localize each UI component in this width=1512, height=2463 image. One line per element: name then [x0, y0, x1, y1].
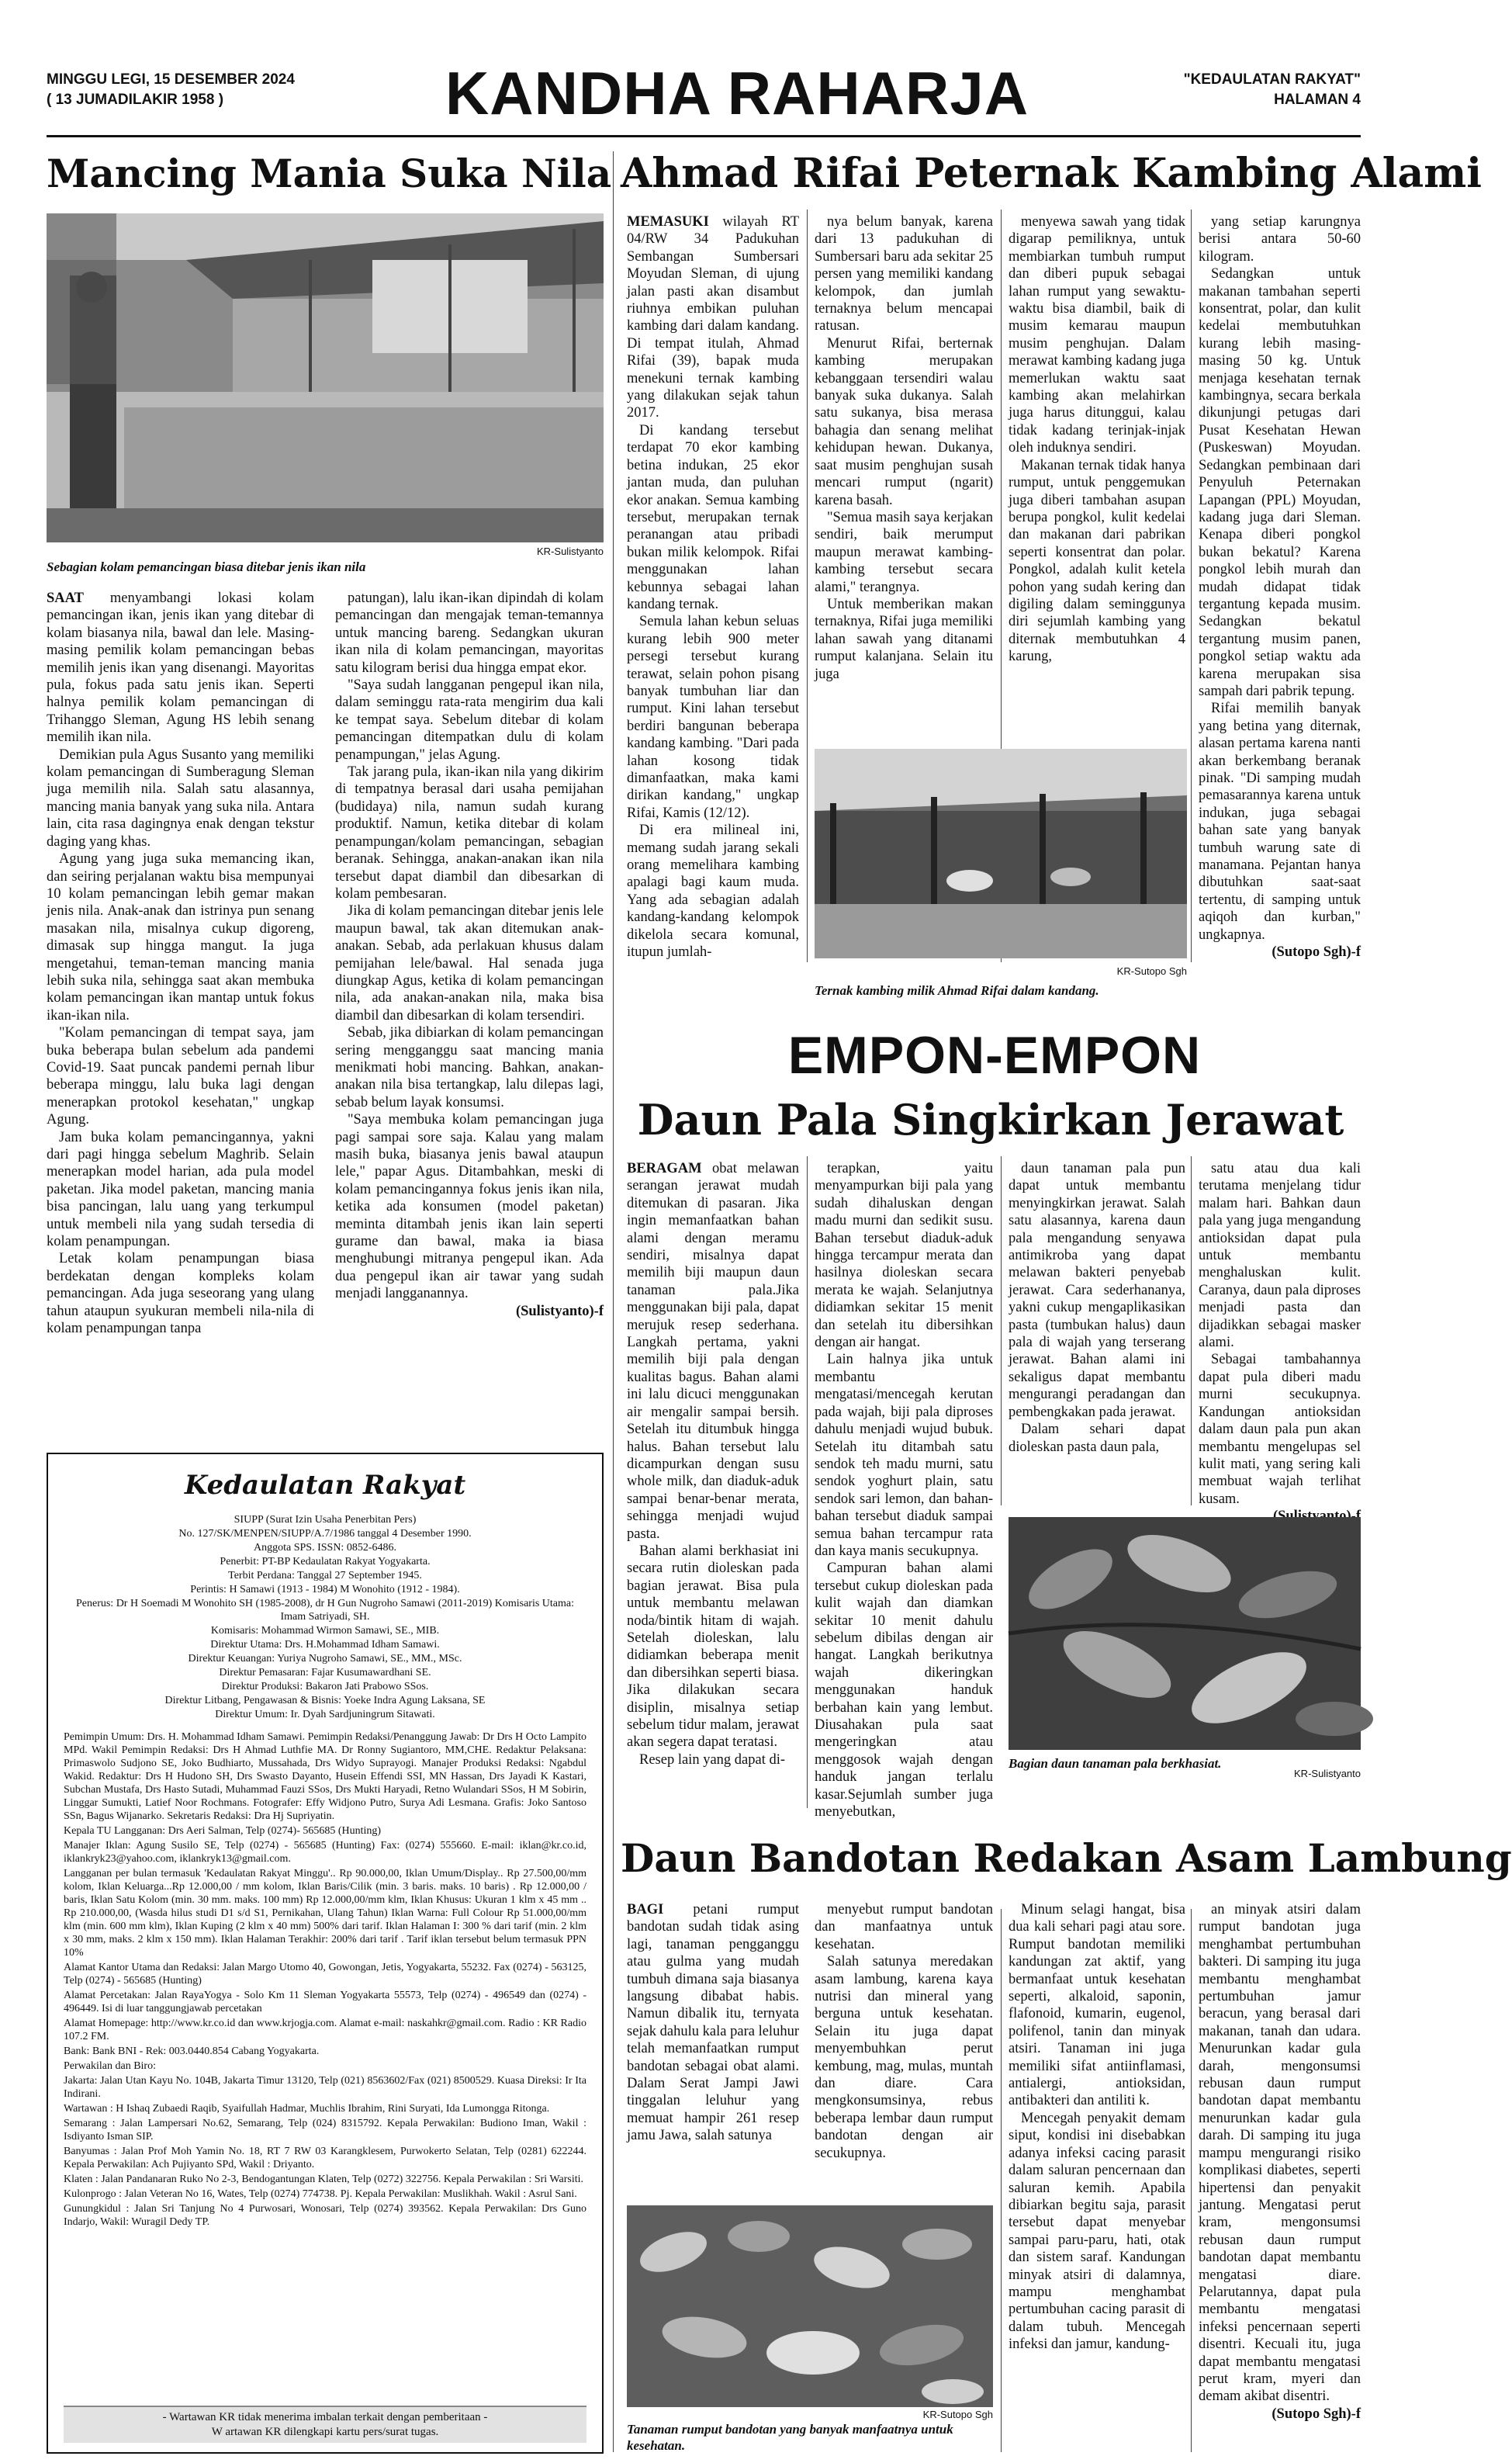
article-paragraph: [335, 1024, 604, 1111]
paragraph-text: daun tanaman pala pun dapat untuk membantu menyingkirkan jerawat. Salah satu alasannya, karena daun pala mengandung senyawa antimikroba yang dapat melawan bakteri penyebab jerawat. Cara sederhananya, yakni cukup mengaplikasikan pasta (tumbukan halus) daun pala di wajah yang terserang jerawat. Bahan alami ini sekaligus dapat membantu mengurangi peradangan dan pembengkakan pada jerawat.: [1009, 1161, 1185, 1420]
colophon-paragraph: Alamat Kantor Utama dan Redaksi: Jalan Margo Utomo 40, Gowongan, Jetis, Yogyakarta, 55232. Fax (0274) - 563125, Telp (0274) - 565685 (Hunting): [64, 1962, 586, 1987]
article-column: [335, 590, 604, 1320]
article-paragraph: [47, 1129, 314, 1251]
article-column: [47, 590, 314, 1337]
colophon-paragraph: Kulonprogo : Jalan Veteran No 16, Wates, Telp (0274) 774738. Pj. Kepala Perwakilan: Muslikhah. Wakil : Asrul Sani.: [64, 2188, 577, 2200]
column-divider: [1191, 1909, 1192, 2452]
paragraph-text: satu atau dua kali terutama menjelang tidur malam hari. Bahkan daun pala yang juga mengandung antioksidan dapat pula untuk membantu menghaluskan kulit. Caranya, daun pala diproses menjadi pasta dan dijadikkan sebagai masker alami.: [1199, 1161, 1361, 1351]
colophon-line: Terbit Perdana: Tanggal 27 September 1945.: [228, 1570, 422, 1581]
colophon-paragraph: Banyumas : Jalan Prof Moh Yamin No. 18, RT 7 RW 03 Karangklesem, Purwokerto Selatan, Telp (0281) 622244. Kepala Perwakilan: Ach Pujiyanto SPd, Wakil : Driyanto.: [64, 2146, 586, 2170]
article-column: [1009, 1901, 1185, 2354]
article-paragraph: [1009, 457, 1185, 666]
article-paragraph: [815, 335, 993, 509]
photo-caption: Sebagian kolam pemancingan biasa ditebar jenis ikan nila: [47, 559, 366, 574]
article-paragraph: [627, 613, 799, 822]
article-column: [627, 1901, 799, 2145]
column-divider: [1001, 1909, 1002, 2452]
paragraph-text: Makanan ternak tidak hanya rumput, untuk penggemukan juga diberi tambahan asupan berupa pongkol, kulit kedelai dan makanan dari pabrikan seperti konsentrat dan polar. Pongkol, adalah kulit ketela pohon yang sudah kering dan digiling dalam seminggunya diri sejumlah kambing yang diternak membutuhkan 4 karung,: [1009, 457, 1185, 665]
article-paragraph: [335, 902, 604, 1024]
paragraph-text: Tak jarang pula, ikan-ikan nila yang dikirim di tempatnya berasal dari usaha pemijahan (budidaya) nila, namun sudah kurang produktif. Namun, ketika ditebar di kolam penampungan/kolam pemancingan, sebagian beranak. Sehingga, anakan-anakan ikan nila tersebut dapat diambil dan dibesarkan di kolam pembesaran.: [335, 764, 604, 902]
paragraph-text: Campuran bahan alami tersebut cukup dioleskan pada kulit wajah dan diamkan sekitar 10 menit dahulu sebelum dibilas dengan air hangat. Langkah berikutnya wajah dikeringkan menggunakan handuk berbahan kain yang lembut. Diusahakan pula saat mengeringkan atau menggosok wajah dengan handuk jangan terlalu kasar.Sejumlah sumber juga menyebutkan,: [815, 1561, 993, 1820]
article-paragraph: [815, 596, 993, 683]
article-paragraph: [1199, 1901, 1361, 2406]
paragraph-text: Salah satunya meredakan asam lambung, karena kaya nutrisi dan mineral yang berguna untuk kesehatan. Selain itu juga dapat menyembuhkan perut kembung, mag, mulas, muntah dan diare. Cara mengkonsumsinya, rebus beberapa lembar daun rumput bandotan dengan air secukupnya.: [815, 1954, 993, 2161]
masthead-hijri-date: ( 13 JUMADILAKIR 1958 ): [47, 92, 224, 108]
article-paragraph: [815, 1953, 993, 2162]
article-column: [1199, 213, 1361, 961]
masthead: [47, 54, 1361, 140]
paragraph-text: "Kolam pemancingan di tempat saya, jam buka beberapa bulan sebelum ada pandemi Covid-19. Saat puncak pandemi pernah libur beberapa minggu, lalu buka lagi dengan menerapkan protokol kesehatan," ungkap Agung.: [47, 1025, 314, 1128]
colophon-line: Penerus: Dr H Soemadi M Wonohito SH (1985-2008), dr H Gun Nugroho Samawi (2011-2019) Komisaris Utama: Imam Satriyadi, SH.: [75, 1598, 575, 1623]
lead-word: MEMASUKI: [627, 214, 709, 230]
colophon-line: Anggota SPS. ISSN: 0852-6486.: [254, 1542, 396, 1554]
masthead-date-block: [47, 70, 295, 110]
paragraph-text: an minyak atsiri dalam rumput bandotan juga menghambat pertumbuhan bakteri. Di samping itu juga membantu menghambat pertumbuhan jamur beracun, yang berasal dari makanan, tanah dan udara. Menurunkan kadar gula darah, mengonsumsi rebusan daun rumput bandotan dapat membantu menurunkan kadar gula darah. Di samping itu juga mampu mengurangi risiko komplikasi diabetes, seperti hipertensi dan penyakit jantung. Mengatasi perut kram, mengonsumsi rebusan daun rumput bandotan dapat membantu mengatasi diare. Pelarutannya, dapat pula membantu mengatasi infeksi pencernaan seperti disentri. Kecuali itu, juga dapat membantu mengatasi perut kram, myeri dan demam akibat disentri.: [1199, 1902, 1361, 2405]
colophon-publisher-info: [64, 1513, 586, 1721]
paragraph-text: Menurut Rifai, berternak kambing merupakan kebanggaan tersendiri walau banyak suka dukanya. Salah satu sukanya, bisa merasa bahagia dan senang melihat kehidupan hewan. Dukanya, saat musim penghujan susah mencari rumput (ngarit) karena basah.: [815, 335, 993, 508]
photo-bandotan-plant: [627, 2205, 993, 2407]
paragraph-text: Sebagai tambahannya dapat pula diberi madu murni secukupnya. Kandungan antioksidan dalam daun pala pun akan membantu mengelupas sel kulit mati, yang sering kali membuat wajah terlihat kusam.: [1199, 1352, 1361, 1507]
paragraph-text: Rifai memilih banyak yang betina yang diternak, alasan pertama karena nanti akan berkembang beranak pinak. "Di samping mudah pemasarannya karena untuk indukan, juga sebagai bahan sate yang banyak tumbuh warung sate di manamana. Pejantan hanya dibutuhkan saat-saat tertentu, di samping untuk aqiqoh dan kurban," ungkapnya.: [1199, 701, 1361, 943]
colophon-line: Direktur Produksi: Bakaron Jati Prabowo SSos.: [221, 1681, 429, 1692]
article-paragraph: [1199, 213, 1361, 265]
paragraph-text: wilayah RT 04/RW 34 Padukuhan Sembangan Sumbersari Moyudan Sleman, di ujung jalan pasti akan disambut riuhnya embikan puluhan kambing dari dalam kandang. Di tempat itulah, Ahmad Rifai (39), bapak muda menekuni ternak kambing yang dilakukan sejak tahun 2017.: [627, 214, 799, 421]
masthead-date: MINGGU LEGI, 15 DESEMBER 2024: [47, 71, 295, 88]
article-paragraph: [815, 1560, 993, 1820]
newspaper-title: KANDHA RAHARJA: [445, 59, 1029, 127]
colophon-paragraph: Alamat Percetakan: Jalan RayaYogya - Solo Km 11 Sleman Yogyakarta 55573, Telp (0274) - 496549 dan (0274) - 496449. Isi di luar tanggungjawab percetakan: [64, 1990, 586, 2014]
article-paragraph: [627, 1160, 799, 1543]
article-paragraph: [1009, 1421, 1185, 1456]
photo-caption: Tanaman rumput bandotan yang banyak manfaatnya untuk kesehatan.: [627, 2422, 953, 2453]
paragraph-text: Sedangkan untuk makanan tambahan seperti konsentrat, polar, dan kulit kedelai membutuhkan kurang lebih masing-masing 50 kg. Untuk menjaga kesehatan ternak kambingnya, secara berkala dikunjungi petugas dari Pusat Kesehatan Hewan (Puskeswan) Moyudan. Sedangkan pembinaan dari Penyuluh Peternakan Lapangan (PPL) Moyudan, kadang juga dari Sleman. Kenapa diberi pongkol bukan bekatul? Karena pongkol lebih murah dan mudah didapat tidak tergantung kepada musim. Sedangkan bekatul tergantung musim panen, pongkol setiap waktu ada karena merupakan sisa sampah dari pabrik tepung.: [1199, 266, 1361, 699]
author-signoff: (Sutopo Sgh)-f: [1272, 944, 1361, 961]
headline-bandotan: Daun Bandotan Redakan Asam Lambung: [621, 1835, 1512, 1881]
paragraph-text: Bahan alami berkhasiat ini secara rutin dioleskan pada bagian jerawat. Bisa pula untuk membantu melawan noda/bintik hitam di wajah. Setelah dioleskan, lalu didiamkan beberapa menit dan dibersihkan seperti biasa. Jika dilakukan secara disiplin, misalnya setiap sebelum tidur malam, jerawat akan segera dapat teratasi.: [627, 1543, 799, 1751]
column-divider: [613, 1055, 614, 2452]
paragraph-text: petani rumput bandotan sudah tidak asing lagi, tanaman pengganggu atau gulma yang mudah tumbuh dimana saja biasanya langsung dibabat habis. Namun dibalik itu, ternyata sejak dahulu kala para leluhur telah memanfaatkan rumput bandotan sebagai obat alami. Dalam Serat Jampi Jawi tinggalan leluhur yang memuat hampir 261 resep jamu Jawa, salah satunya: [627, 1902, 799, 2144]
colophon-line: Direktur Utama: Drs. H.Mohammad Idham Samawi.: [210, 1639, 440, 1651]
article-paragraph: [47, 1024, 314, 1128]
paragraph-text: Untuk memberikan makan ternaknya, Rifai juga memiliki lahan sawah yang ditanami rumput kalanjana. Selain itu juga: [815, 596, 993, 682]
colophon-paragraph: Kepala TU Langganan: Drs Aeri Salman, Telp (0274)- 565685 (Hunting): [64, 1825, 382, 1837]
article-paragraph: [335, 1111, 604, 1302]
paragraph-text: Demikian pula Agus Susanto yang memiliki kolam pemancingan di Sumberagung Sleman juga memilih nila. Salah satu alasannya, mancing mania banyak yang suka nila. Antara lain, cita rasa dagingnya enak dengan tekstur daging yang khas.: [47, 747, 314, 850]
nutmeg-leaves-image: [1009, 1517, 1361, 1750]
article-paragraph: [627, 1901, 799, 2145]
colophon-box: [47, 1453, 604, 2454]
article-paragraph: [627, 1543, 799, 1751]
column-divider: [1191, 1156, 1192, 1505]
colophon-line: Direktur Umum: Ir. Dyah Sardjuningrum Sitawati.: [215, 1709, 435, 1720]
colophon-paragraph: Semarang : Jalan Lampersari No.62, Semarang, Telp (024) 8315792. Kepala Perwakilan: Budiono Iman, Wakil : Isdiyanto Isman SIP.: [64, 2118, 586, 2143]
column-divider: [807, 210, 808, 962]
colophon-paragraph: Klaten : Jalan Pandanaran Ruko No 2-3, Bendogantungan Klaten, Telp (0272) 322756. Kepala Perwakilan : Sri Warsiti.: [64, 2174, 584, 2185]
paragraph-text: terapkan, yaitu menyampurkan biji pala yang sudah dihaluskan dengan madu murni dan sedikit susu. Bahan tersebut diaduk-aduk hingga tercampur merata dan hasilnya dioleskan secara merata ke wajah. Selanjutnya didiamkan sekitar 15 menit dan setelah itu dibersihkan dengan air hangat.: [815, 1161, 993, 1351]
photo-fishing-pond: [47, 213, 604, 542]
paragraph-text: Minum selagi hangat, bisa dua kali sehari pagi atau sore. Rumput bandotan memiliki kandungan zat aktif, yang bermanfaat untuk kesehatan seperti, alkaloid, saponin, flafonoid, kumarin, eugenol, polifenol, tanin dan minyak atsiri. Tanaman ini juga memiliki sifat antiinflamasi, antialergi, antioksidan, antibakteri dan antiliti k.: [1009, 1902, 1185, 2109]
colophon-line: SIUPP (Surat Izin Usaha Penerbitan Pers): [234, 1514, 417, 1526]
article-paragraph: [627, 422, 799, 613]
article-paragraph: [335, 590, 604, 677]
paragraph-text: Mencegah penyakit demam siput, kondisi ini disebabkan adanya infeksi cacing parasit dalam saluran pencernaan dan saluran kemih. Apabila dibiarkan begitu saja, parasit tersebut dapat menyebar sampai paru-paru, hati, otak dan sistem saraf. Kandungan minyak atsiri di dalamnya, mampu menghambat pertumbuhan cacing parasit di dalam tubuh. Mencegah infeksi dan jamur, kandung-: [1009, 2110, 1185, 2353]
paragraph-text: menyebut rumput bandotan dan manfaatnya untuk kesehatan.: [815, 1902, 993, 1952]
colophon-staff-info: [64, 1730, 586, 2229]
lead-word: SAAT: [47, 591, 84, 606]
column-divider: [807, 1156, 808, 1808]
headline-pala: Daun Pala Singkirkan Jerawat: [637, 1095, 1344, 1145]
photo-caption: Bagian daun tanaman pala berkhasiat.: [1009, 1756, 1222, 1771]
author-signoff: (Sutopo Sgh)-f: [1272, 2406, 1361, 2422]
article-paragraph: [1009, 2110, 1185, 2354]
photo-credit: KR-Sulistyanto: [537, 546, 604, 557]
colophon-line: Direktur Litbang, Pengawasan & Bisnis: Yoeke Indra Agung Laksana, SE: [164, 1695, 486, 1706]
colophon-footer: - Wartawan KR tidak menerima imbalan terkait dengan pemberitaan - W artawan KR dilengkapi kartu pers/surat tugas.: [64, 2406, 586, 2443]
colophon-paragraph: Jakarta: Jalan Utan Kayu No. 104B, Jakarta Timur 13120, Telp (021) 8563602/Fax (021) 8500529. Kuasa Direksi: Ir Ita Indirani.: [64, 2075, 586, 2100]
photo-credit: KR-Sutopo Sgh: [1116, 965, 1187, 977]
paragraph-text: Jam buka kolam pemancingannya, yakni dari pagi hingga sebelum Maghrib. Selain menerapkan model harian, ada pula model paketan. Jika model paketan, mancing mania bisa pancingan, lalu uang yang terkumpul untuk membeli nila yang sudah tersedia di kolam penampungan.: [47, 1129, 314, 1250]
paragraph-text: yang setiap karungnya berisi antara 50-60 kilogram.: [1199, 214, 1361, 265]
article-paragraph: [1009, 1901, 1185, 2110]
paragraph-text: nya belum banyak, karena dari 13 padukuhan di Sumbersari baru ada sekitar 25 persen yang memiliki kandang kelompok, dan jumlah ternaknya belum mencapai ratusan.: [815, 214, 993, 334]
masthead-rule: [47, 135, 1361, 137]
section-kicker: [628, 1024, 1361, 1086]
photo-caption: Ternak kambing milik Ahmad Rifai dalam kandang.: [815, 983, 1099, 998]
lead-word: BAGI: [627, 1902, 664, 1917]
photo-credit: KR-Sutopo Sgh: [922, 2409, 993, 2420]
article-paragraph: [627, 1751, 799, 1768]
article-paragraph: [627, 213, 799, 422]
paragraph-text: "Saya sudah langganan pengepul ikan nila, dalam seminggu rata-rata mengirim dua kali ke tempat saya. Sebelum ditebar di kolam pemancingan ditempatkan dulu di kolam penampungan," jelas Agung.: [335, 677, 604, 763]
article-paragraph: [335, 764, 604, 902]
article-column: [1199, 1160, 1361, 1526]
paragraph-text: Letak kolam penampungan biasa berdekatan dengan kompleks kolam pemancingan. Ada juga seseorang yang ulang tahun ataupun syukuran membeli nila-nila di kolam penampungan tanpa: [47, 1251, 314, 1337]
colophon-paragraph: Pemimpin Umum: Drs. H. Mohammad Idham Samawi. Pemimpin Redaksi/Penanggung Jawab: Dr Drs H Octo Lampito MPd. Wakil Pemimpin Redaksi: Drs H Ahmad Luthfie MA. Dr Ronny Sugiantoro, MM,CHE. Redaktur Pelaksana: Primaswolo Sudjono SE, Joko Budhiarto, Mussahada, Drs Widyo Suprayogi. Manajer Produksi Redaksi: Ngabdul Wakid. Redaktur: Drs H Hudono SH, Drs Swasto Dayanto, Husein Effendi SSI, MN Hassan, Drs Jayadi K Kastari, Subchan Mustafa, Drs Hasto Sutadi, Muhammad Fauzi SSos, Drs Mukti Haryadi, Retno Wulandari SSos, H M Sobirin, Linggar Sumukti, Latief Noor Rochmans. Fotografer: Effy Widjono Putro, Surya Adi Lesmana. Grafis: Joko Santoso SSn, Bagus Wijanarko. Sekretaris Redaksi: Dra Hj Supriyatin.: [64, 1731, 586, 1822]
paragraph-text: Dalam sehari dapat dioleskan pasta daun pala,: [1009, 1422, 1185, 1455]
article-paragraph: [335, 677, 604, 764]
paragraph-text: menyambangi lokasi kolam pemancingan ikan, jenis ikan yang ditebar di kolam biasanya nila, bawal dan lele. Masing-masing pemilik kolam pemancingan bebas memilih jenis ikan yang disenangi. Mayoritas pula, fokus pada satu jenis ikan. Seperti halnya pemilik kolam pemancingan di Trihanggo Sleman, Agung HS lebih senang memilih ikan nila.: [47, 591, 314, 746]
masthead-right-block: [1184, 70, 1361, 110]
article-paragraph: [47, 1250, 314, 1337]
article-paragraph: [815, 1351, 993, 1560]
paragraph-text: "Semua masih saya kerjakan sendiri, baik merumput maupun merawat kambing-kambing tersebut secara alami," terangnya.: [815, 509, 993, 595]
paragraph-text: obat melawan serangan jerawat mudah ditemukan di pasaran. Jika ingin memanfaatkan bahan alami dengan meramu sendiri, misalnya dapat memilih biji maupun daun tanaman pala.Jika menggunakan biji pala, dapat merujuk resep sederhana. Langkah pertama, yakni memilih biji pala dengan kualitas bagus. Bahan alami ini lalu dicuci menggunakan air mengalir sampai bersih. Setelah itu ditumbuk hingga halus. Bahan tersebut lalu dicampurkan dengan susu whole milk, dan diaduk-aduk sampai benar-benar merata, sehingga menjadi wujud pasta.: [627, 1161, 799, 1542]
article-column: [627, 213, 799, 961]
article-column: [815, 213, 993, 683]
colophon-line: Direktur Keuangan: Yuriya Nugroho Samawi, SE., MM., MSc.: [188, 1653, 462, 1665]
article-paragraph: [47, 747, 314, 850]
paragraph-text: patungan), lalu ikan-ikan dipindah di kolam pemancingan dan mengajak teman-temannya untuk mancing bareng. Sedangkan ukuran ikan nila di kolam pemancingan, mayoritas satu kilogram berisi dua hingga empat ekor.: [335, 591, 604, 676]
author-signoff: (Sulistyanto)-f: [515, 1303, 604, 1319]
article-paragraph: [815, 509, 993, 596]
article-column: [815, 1160, 993, 1820]
colophon-line: No. 127/SK/MENPEN/SIUPP/A.7/1986 tanggal 4 Desember 1990.: [178, 1528, 472, 1540]
headline-nila: Mancing Mania Suka Nila: [47, 151, 612, 196]
colophon-paragraph: Alamat Homepage: http://www.kr.co.id dan www.krjogja.com. Alamat e-mail: naskahkr@gmail.com. Radio : KR Radio 107.2 FM.: [64, 2018, 586, 2042]
article-column: [1009, 213, 1185, 666]
colophon-line: Perintis: H Samawi (1913 - 1984) M Wonohito (1912 - 1984).: [190, 1584, 460, 1595]
paragraph-text: Resep lain yang dapat di-: [639, 1751, 786, 1768]
article-paragraph: [1199, 1160, 1361, 1351]
article-paragraph: [1199, 265, 1361, 700]
article-paragraph: [627, 822, 799, 961]
article-paragraph: [1009, 213, 1185, 457]
article-paragraph: [1199, 1351, 1361, 1508]
article-paragraph: [815, 1901, 993, 1953]
article-column: [627, 1160, 799, 1768]
colophon-line: Komisaris: Mohammad Wirmon Samawi, SE., MIB.: [210, 1625, 440, 1637]
paragraph-text: "Saya membuka kolam pemancingan juga pagi sampai sore saja. Kalau yang malam masih buka, biasanya jenis bawal ataupun lele," papar Agus. Ditambahkan, meski di kolam pemancingannya fokus jenis ikan nila, ketika ada konsumen (model paketan) meminta ditambah jenis ikan lain seperti gurame dan bawal, maka ia biasa menghubungi mitranya pengepul ikan. Ada dua pengepul ikan air tawar yang sudah menjadi langganannya.: [335, 1112, 604, 1302]
bandotan-plant-image: [627, 2205, 993, 2407]
article-paragraph: [47, 590, 314, 747]
photo-nutmeg-leaves: [1009, 1517, 1361, 1750]
photo-credit: KR-Sulistyanto: [1294, 1768, 1361, 1779]
colophon-paragraph: Perwakilan dan Biro:: [64, 2060, 156, 2072]
column-divider: [1191, 210, 1192, 962]
headline-kambing: Ahmad Rifai Peternak Kambing Alami: [621, 150, 1483, 197]
colophon-paragraph: Gunungkidul : Jalan Sri Tanjung No 4 Purwosari, Wonosari, Telp (0274) 393562. Kepala Perwakilan: Drs Guno Indarjo, Wakil: Wuragil Dedy TP.: [64, 2203, 586, 2228]
paragraph-text: Semula lahan kebun seluas kurang lebih 900 meter persegi tersebut kurang terawat, selain pohon pisang banyak tumbuhan liar dan rumput. Kini lahan tersebut berdiri bangunan beberapa kandang kambing. "Dari pada lahan kosong tidak dimanfaatkan, maka kami dirikan kandang," ungkap Rifai, Kamis (12/12).: [627, 614, 799, 821]
paragraph-text: Agung yang juga suka memancing ikan, dan seiring perjalanan waktu bisa mempunyai 10 kolam pemancingan lebih gemar makan jenis nila. Anak-anak dan istrinya pun senang masakan nila, misalnya cukup digoreng, dimasak sup hingga mangut. Ia juga mengetahui, teman-teman mancing mania lebih suka nila, sehingga saat akan membuka kolam pemancingan ikan mantap untuk fokus ikan-ikan nila.: [47, 851, 314, 1024]
column-divider: [1001, 1156, 1002, 1505]
colophon-paragraph: Wartawan : H Ishaq Zubaedi Raqib, Syaifullah Hadmar, Muchlis Ibrahim, Rini Suryati, Ida Lumongga Ritonga.: [64, 2103, 550, 2115]
article-paragraph: [1009, 1160, 1185, 1421]
colophon-line: Penerbit: PT-BP Kedaulatan Rakyat Yogyakarta.: [220, 1556, 431, 1568]
photo-goat-pen: [815, 749, 1187, 958]
paragraph-text: Lain halnya jika untuk membantu mengatasi/mencegah kerutan pada wajah, biji pala diproses dahulu menjadi wujud bubuk. Setelah itu ditambah satu sendok teh madu murni, satu sendok yoghurt plain, satu sendok sari lemon, dan bahan-bahan tersebut diaduk sampai semua bahan tercampur rata dan kaya manis secukupnya.: [815, 1352, 993, 1559]
paragraph-text: Sebab, jika dibiarkan di kolam pemancingan sering mengganggu saat mancing mania menikmati hobi mancing. Bahkan, anakan-anakan nila bisa tertangkap, lalu dilepas lagi, sebab belum layak konsumsi.: [335, 1025, 604, 1110]
article-column: [815, 1901, 993, 2162]
goat-pen-image: [815, 749, 1187, 958]
paragraph-text: Jika di kolam pemancingan ditebar jenis lele maupun bawal, tak akan ditemukan anak-anakan. Sebab, ada perlakuan khusus dalam pemijahan lele/bawal. Hal senada juga diungkap Agus, ketika di kolam pemancingan nila, ada anakan-anakan nila, maka bisa diambil dan dibesarkan di kolam tersendiri.: [335, 903, 604, 1024]
fishing-pond-image: [47, 213, 604, 542]
colophon-line: Direktur Pemasaran: Fajar Kusumawardhani SE.: [219, 1667, 431, 1678]
section-kicker-label: EMPON-EMPON: [774, 1026, 1215, 1085]
page-number: HALAMAN 4: [1274, 92, 1361, 108]
colophon-logo: Kedaulatan Rakyat: [184, 1470, 466, 1501]
article-column: [1199, 1901, 1361, 2423]
paragraph-text: Di kandang tersebut terdapat 70 ekor kambing betina indukan, 25 ekor jantan muda, dan puluhan ekor anakan. Semua kambing tersebut, merupakan ternak peranangan atau pribadi bukan milik kelompok. Rifai menggunakan lahan kebunnya sebagai lahan kandang ternak.: [627, 422, 799, 612]
colophon-paragraph: Bank: Bank BNI - Rek: 003.0440.854 Cabang Yogyakarta.: [64, 2046, 320, 2057]
colophon-paragraph: Langganan per bulan termasuk 'Kedaulatan Rakyat Minggu'.. Rp 90.000,00, Iklan Umum/Display.. Rp 27.500,00/mm kolom, Iklan Keluarga...Rp 12.000,00 / mm kolom, Iklan Baris/Cilik (min. 3 baris. maks. 10 baris) . Rp 12.000,00 / baris, Iklan Satu Kolom (min. 30 mm. maks. 100 mm) Rp 12.000,00/mm klm, Iklan Khusus: Ukuran 1 klm x 45 mm .. Rp 210.000,00, (Wasda hilus studi D1 s/d S1, Pernikahan, Ulang Tahun) Iklan Warna: Full Colour Rp 51.000,00/mm klm (min. 600 mm klm), Iklan Kuping (2 klm x 40 mm) 500% dari tarif. Iklan Halaman I: 300 % dari tarif (min. 2 klm x 30 mm, maks. 2 klm x 150 mm). Iklan Halaman Terakhir: 200% dari tarif . Tarif iklan tersebut belum termasuk PPN 10%: [64, 1868, 586, 1959]
masthead-tagline: "KEDAULATAN RAKYAT": [1183, 71, 1361, 88]
article-paragraph: [47, 850, 314, 1024]
article-paragraph: [1199, 700, 1361, 944]
lead-word: BERAGAM: [627, 1161, 702, 1176]
article-paragraph: [815, 213, 993, 335]
paragraph-text: Di era milineal ini, memang sudah jarang sekali orang memelihara kambing apalagi bagi kaum muda. Yang ada sebagian adalah kandang-kandang kelompok dikelola secara komunal, itupun jumlah-: [627, 823, 799, 961]
colophon-paragraph: Manajer Iklan: Agung Susilo SE, Telp (0274) - 565685 (Hunting) Fax: (0274) 555660. E-mail: iklan@kr.co.id, iklankryk23@yahoo.com, iklankryk13@gmail.com.: [64, 1840, 586, 1865]
paragraph-text: menyewa sawah yang tidak digarap pemiliknya, untuk membiarkan tumbuh rumput dan diberi pupuk sebagai lahan rumput yang sewaktu-waktu bisa diambil, baik di musim kemarau maupun musim penghujan. Dalam merawat kambing kadang juga memerlukan waktu saat kambing akan melahirkan juga harus ditunggui, kalau tidak kadang terinjak-injak oleh induknya sendiri.: [1009, 214, 1185, 456]
article-paragraph: [815, 1160, 993, 1351]
article-column: [1009, 1160, 1185, 1456]
